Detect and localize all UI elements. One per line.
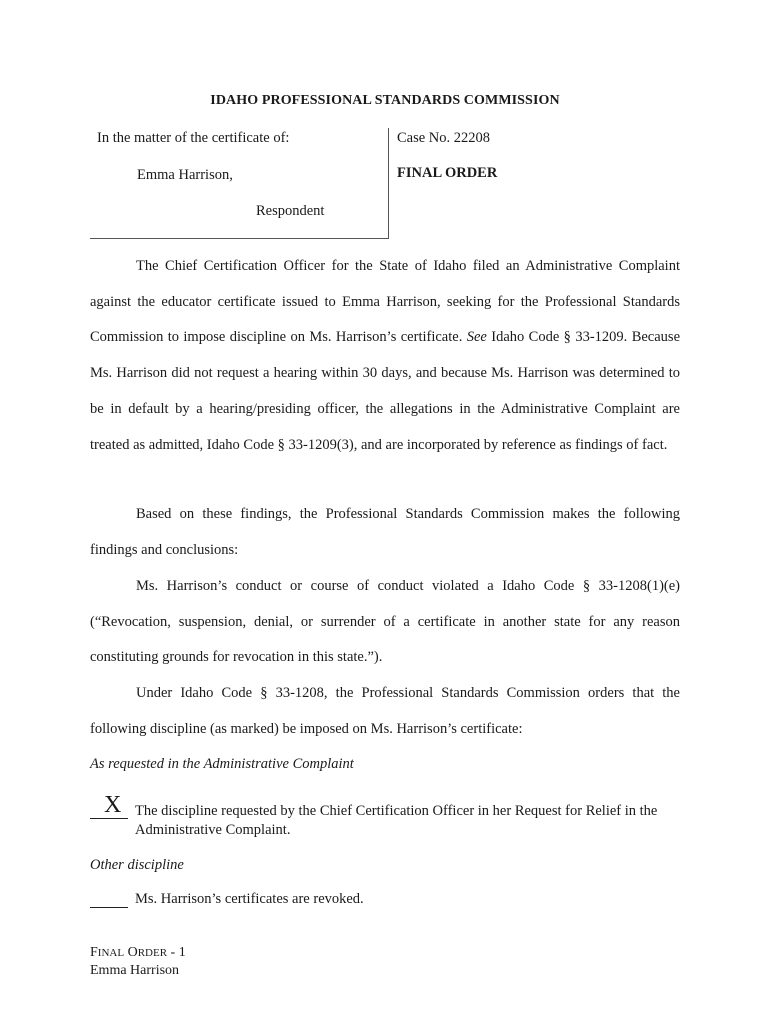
footer-rder: RDER: [137, 947, 168, 959]
respondent-name: Emma Harrison,: [137, 167, 233, 183]
page-footer: [90, 944, 186, 979]
document-type: FINAL ORDER: [397, 165, 498, 181]
paragraph-complaint-text-1: The Chief Certification Officer for the State of Idaho filed an Administrative Complaint against the educator certificate issued to Emma Harrison, seeking for the Professional Standards Commission to impose discipline on Ms. Harrison’s certificate.: [90, 258, 680, 346]
commission-title: IDAHO PROFESSIONAL STANDARDS COMMISSION: [210, 93, 560, 108]
requested-discipline-mark: X: [104, 792, 122, 818]
paragraph-complaint: [90, 249, 680, 463]
requested-discipline-text: The discipline requested by the Chief Certification Officer in her Request for Relief in the Administrative Complaint.: [135, 803, 658, 838]
footer-o: O: [127, 945, 138, 960]
paragraph-findings: Based on these findings, the Professional Standards Commission makes the following findings and conclusions:: [90, 506, 680, 558]
footer-page-number: - 1: [167, 945, 186, 960]
other-discipline-heading: Other discipline: [90, 857, 184, 873]
footer-inal: INAL: [97, 947, 125, 959]
paragraph-discipline: Under Idaho Code § 33-1208, the Professional Standards Commission orders that the following discipline (as marked) be imposed on Ms. Harrison’s certificate:: [90, 685, 680, 737]
case-number: Case No. 22208: [397, 130, 491, 146]
paragraph-complaint-text-2: Idaho Code § 33-1209. Because Ms. Harrison did not request a hearing within 30 days, and because Ms. Harrison was determined to be in default by a hearing/presiding officer, the allegations in the Administrative Complaint are treated as admitted, Idaho Code § 33-1209(3), and are incorporated by reference as findings of fact.: [90, 329, 680, 453]
revoked-text: Ms. Harrison’s certificates are revoked.: [135, 891, 364, 907]
footer-f: F: [90, 945, 98, 960]
paragraph-violation: Ms. Harrison’s conduct or course of conduct violated a Idaho Code § 33-1208(1)(e)(“Revocation, suspension, denial, or surrender of a certificate in another state for any reason constituting grounds for revocation in this state.”).: [90, 578, 680, 666]
caption-matter: In the matter of the certificate of:: [97, 130, 290, 146]
respondent-label: Respondent: [256, 203, 325, 219]
footer-name: Emma Harrison: [90, 963, 180, 978]
revoked-blank: [90, 907, 128, 908]
see-citation-signal: See: [466, 329, 487, 346]
footer-doc-label: [90, 944, 186, 962]
as-requested-heading: As requested in the Administrative Complaint: [90, 756, 354, 772]
